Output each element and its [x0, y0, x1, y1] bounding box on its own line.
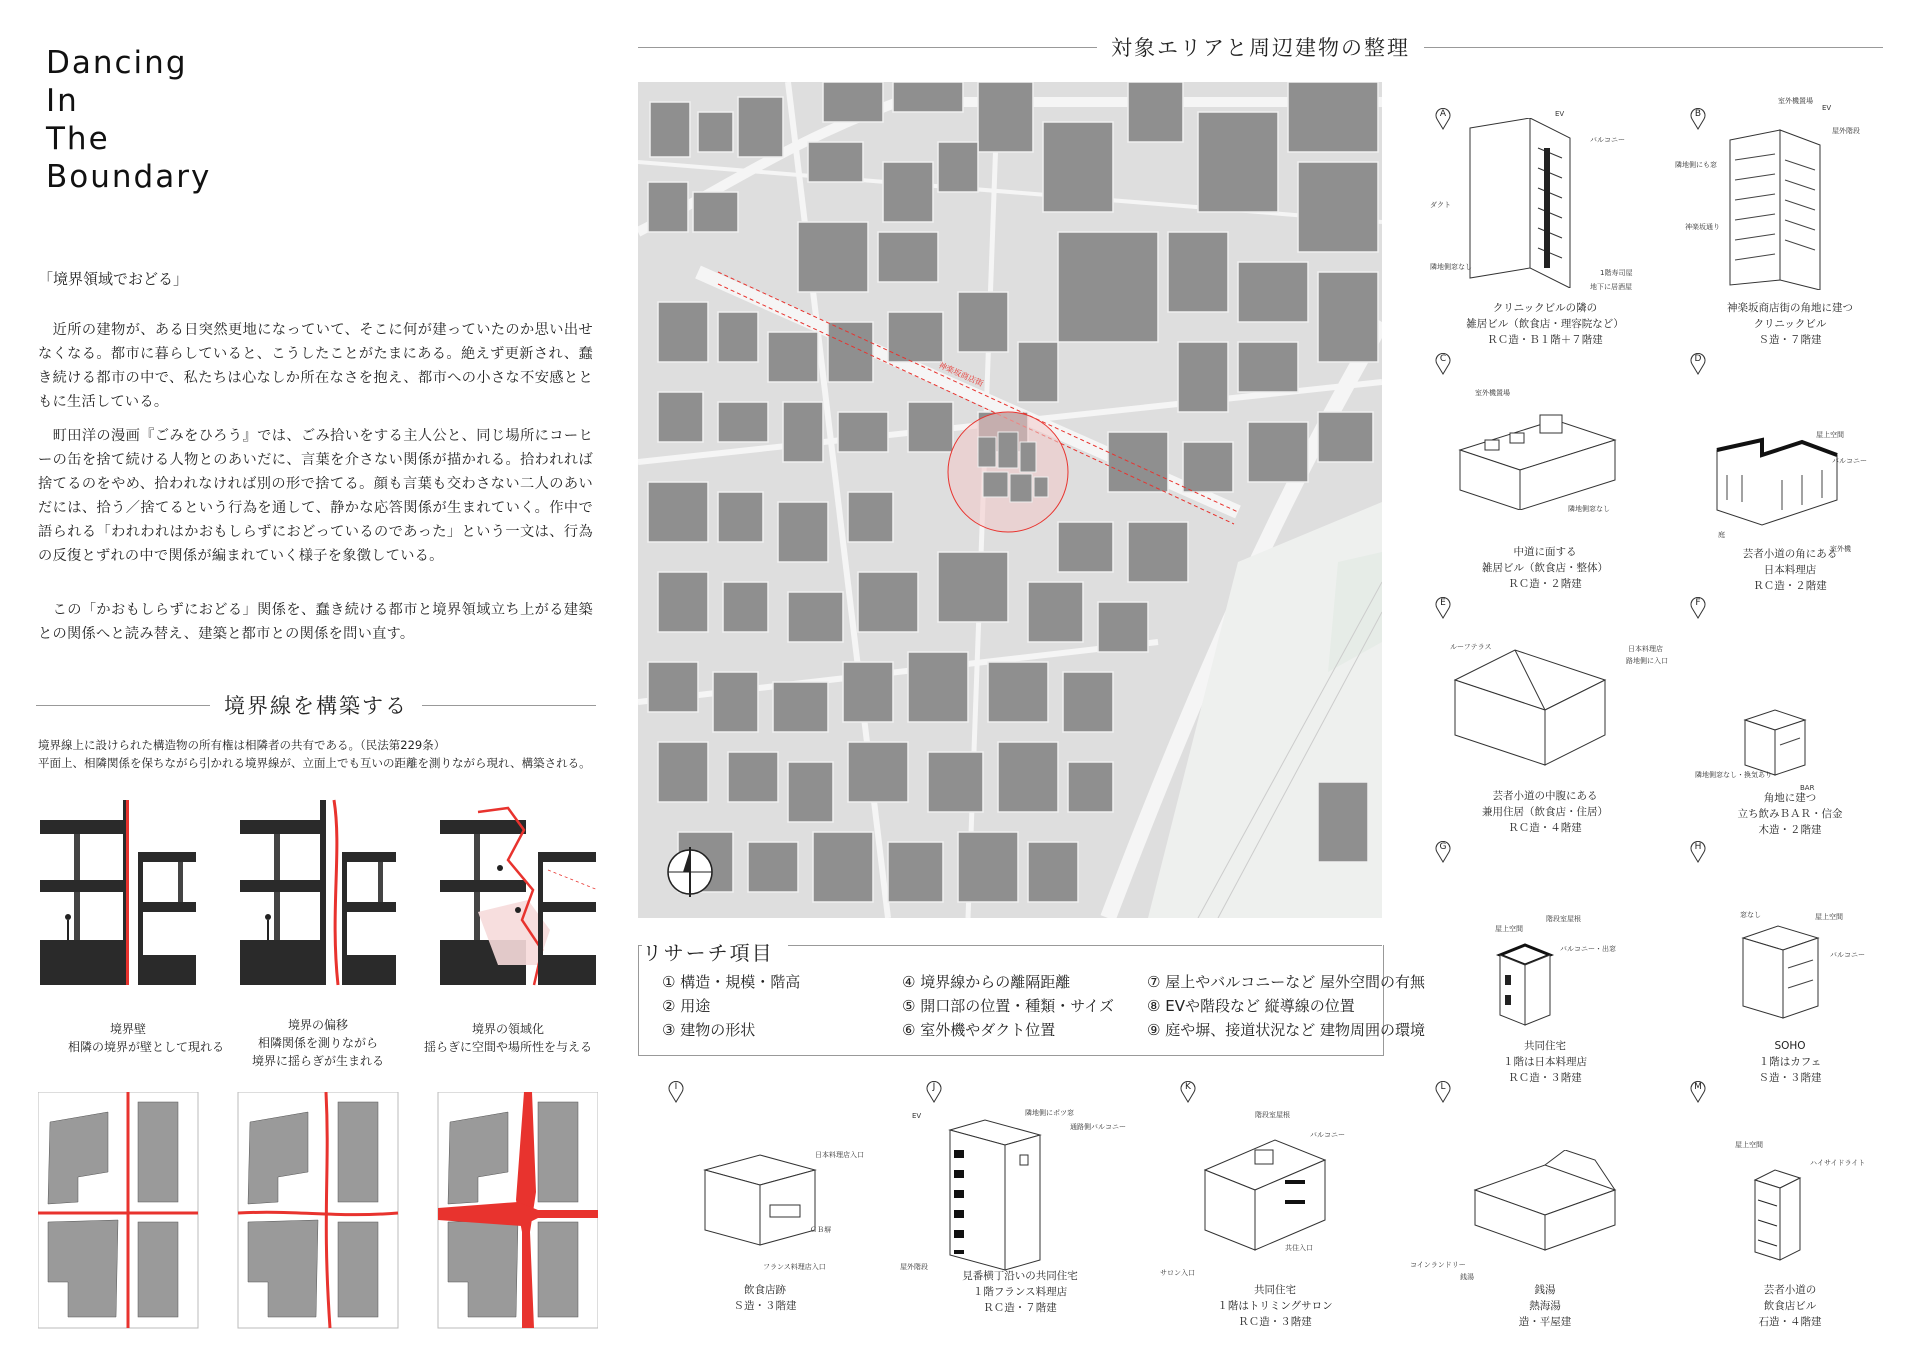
- caption-line: 兼用住居（飲食店・住居）: [1482, 806, 1608, 818]
- building-caption-D: [1715, 546, 1865, 594]
- building-label: 隣地側窓なし: [1430, 263, 1472, 271]
- building-label: 庭: [1718, 531, 1725, 539]
- pin-marker-G: G: [1435, 841, 1451, 861]
- building-label: 室外機置場: [1475, 389, 1510, 397]
- building-sketch-D: [1712, 430, 1852, 530]
- caption-line: クリニックビル: [1753, 318, 1827, 330]
- building-label: 隣地側窓なし・換気あり: [1695, 771, 1772, 779]
- caption-line: 見番横丁沿いの共同住宅: [962, 1270, 1078, 1282]
- caption-line: 芸者小道の: [1763, 1284, 1817, 1296]
- building-sketch-I: [700, 1145, 840, 1255]
- caption-line: 日本料理店: [1763, 564, 1817, 576]
- paragraph-2: 町田洋の漫画『ごみをひろう』では、ごみ拾いをする主人公と、同じ場所にコーヒーの缶を捨て続ける人物とのあいだに、言葉を介さない関係が描かれる。拾われれば捨てるのをやめ、拾われなければ別の形で捨てる。顔も言葉も交わさない二人のあいだには、拾う／捨てるという行為を通して、静かな応答関係が生まれていく。作中で語られる「われわれはかおもしらずにおどっているのであった」という一文は、行為の反復とずれの中で関係が編まれていく様子を象徴している。: [38, 428, 593, 564]
- caption-line: ＲＣ造・４階建: [1508, 822, 1582, 834]
- building-caption-A: [1460, 300, 1630, 348]
- project-title: [46, 44, 211, 196]
- caption-line: １階は日本料理店: [1503, 1056, 1587, 1068]
- building-label: EV: [1555, 110, 1565, 118]
- boundary-section-diagrams: [38, 790, 598, 990]
- building-label: EV: [912, 1112, 922, 1120]
- pin-marker-J: J: [926, 1081, 942, 1101]
- boundary-note-1: 境界線上に設けられた構造物の所有権は相隣者の共有である。（民法第229条）: [38, 738, 446, 752]
- building-label: サロン入口: [1160, 1269, 1195, 1277]
- caption-line: Ｓ造・３階建: [733, 1300, 797, 1312]
- caption-line: １階はトリミングサロン: [1217, 1300, 1333, 1312]
- caption-line: １階フランス料理店: [972, 1286, 1068, 1298]
- paragraph-3: この「かおもしらずにおどる」関係を、蠢き続ける都市と境界領域立ち上がる建築との関係へと読み替え、建築と都市との関係を問い直す。: [38, 602, 593, 642]
- research-item: ③ 建物の形状: [662, 1021, 756, 1039]
- caption-line: ＲＣ造・３階建: [1238, 1316, 1312, 1328]
- building-caption-H: [1715, 1038, 1865, 1086]
- diagram-caption-2: [238, 1016, 398, 1070]
- pin-marker-F: F: [1690, 597, 1706, 617]
- section-heading-text: 境界線を構築する: [224, 694, 408, 718]
- caption-line: 中道に面する: [1513, 546, 1577, 558]
- research-item: ④ 境界線からの離隔距離: [902, 973, 1071, 991]
- pin-marker-I: I: [668, 1081, 684, 1101]
- caption-line: 共同住宅: [1524, 1040, 1566, 1052]
- map-svg: [638, 82, 1382, 918]
- caption-line: 神楽坂商店街の角地に建つ: [1727, 302, 1853, 314]
- section-diagram-territory: [440, 808, 598, 985]
- building-label: ダクト: [1430, 201, 1451, 209]
- diagram-title: 境界の偏移: [287, 1018, 348, 1032]
- caption-line: ＲＣ造・２階建: [1753, 580, 1827, 592]
- research-item: ⑨ 庭や塀、接道状況など 建物周囲の環境: [1147, 1021, 1425, 1039]
- building-label: 屋上空間: [1495, 925, 1523, 933]
- building-caption-E: [1465, 788, 1625, 836]
- building-label: 隣地側窓なし: [1568, 505, 1610, 513]
- caption-line: 角地に建つ: [1763, 792, 1817, 804]
- building-label: 神楽坂通り: [1685, 223, 1720, 231]
- building-label: バルコニー・出窓: [1560, 945, 1616, 953]
- caption-line: 立ち飲みＢＡＲ・信金: [1737, 808, 1843, 820]
- building-label: 共住入口: [1285, 1244, 1313, 1252]
- building-label: フランス料理店入口: [763, 1263, 826, 1271]
- building-label: 屋外階段: [1832, 127, 1860, 135]
- building-label: BAR: [1800, 784, 1815, 792]
- caption-line: 雑居ビル（飲食店・整体）: [1482, 562, 1608, 574]
- diagram-title: 境界の領域化: [471, 1022, 544, 1036]
- building-label: 隣地側にポツ窓: [1025, 1109, 1074, 1117]
- building-label: 1階寿司屋: [1600, 269, 1633, 277]
- plan-diagram-wall: [38, 1092, 198, 1328]
- research-item: ⑤ 開口部の位置・種類・サイズ: [902, 997, 1115, 1015]
- building-sketch-F: [1740, 700, 1820, 780]
- building-sketch-H: [1738, 918, 1838, 1028]
- building-label: ルーフテラス: [1450, 643, 1492, 651]
- subtitle: 「境界領域でおどる」: [38, 270, 189, 288]
- title-line: In: [46, 83, 79, 119]
- pin-marker-A: A: [1435, 108, 1451, 128]
- title-line: Boundary: [46, 159, 212, 195]
- paragraph-1: 近所の建物が、ある日突然更地になっていて、そこに何が建っていたのか思い出せなくなる。都市に暮らしていると、こうしたことがたまにある。絶えず更新され、蠢き続ける都市の中で、私たちは心なしか所在なさを抱え、都市への小さな不安感とともに生活している。: [38, 322, 593, 410]
- research-item: ⑥ 室外機やダクト位置: [902, 1021, 1056, 1039]
- diagram-caption-3: [418, 1020, 598, 1056]
- pin-marker-K: K: [1180, 1081, 1196, 1101]
- caption-line: 銭湯: [1534, 1284, 1556, 1296]
- caption-line: ＲＣ造・７階建: [983, 1302, 1057, 1314]
- building-caption-G: [1470, 1038, 1620, 1086]
- building-label: バルコニー: [1832, 457, 1867, 465]
- building-label: EV: [1822, 104, 1832, 112]
- building-sketch-M: [1750, 1160, 1820, 1270]
- section-diagram-wall: [40, 800, 196, 985]
- caption-line: 芸者小道の角にある: [1742, 548, 1838, 560]
- research-item: ⑦ 屋上やバルコニーなど 屋外空間の有無: [1147, 973, 1425, 991]
- building-label: バルコニー: [1310, 1131, 1345, 1139]
- building-label: 屋上空間: [1735, 1141, 1763, 1149]
- caption-line: ＲＣ造・Ｂ１階＋７階建: [1487, 334, 1603, 346]
- pin-marker-H: H: [1690, 841, 1706, 861]
- building-caption-K: [1200, 1282, 1350, 1330]
- caption-line: 造・平屋建: [1518, 1316, 1572, 1328]
- diagram-desc: 境界に揺らぎが生まれる: [251, 1054, 384, 1068]
- pin-marker-E: E: [1435, 597, 1451, 617]
- section-diagram-shift: [240, 800, 396, 985]
- building-caption-J: [945, 1268, 1095, 1316]
- plan-diagram-shift: [238, 1092, 398, 1328]
- research-items: [662, 971, 1425, 1040]
- building-label: 階段室屋根: [1255, 1111, 1290, 1119]
- section-heading-boundary: [36, 690, 596, 720]
- caption-line: 雑居ビル（飲食店・理容院など）: [1466, 318, 1624, 330]
- building-label: ハイサイドライト: [1810, 1159, 1866, 1167]
- title-line: The: [46, 121, 110, 157]
- caption-line: 熱海湯: [1529, 1300, 1561, 1312]
- title-line: Dancing: [46, 45, 188, 81]
- caption-line: 共同住宅: [1254, 1284, 1296, 1296]
- building-label: 階段室屋根: [1546, 915, 1581, 923]
- building-caption-M: [1715, 1282, 1865, 1330]
- building-label: 屋上空間: [1815, 913, 1843, 921]
- research-title: リサーチ項目: [642, 937, 788, 966]
- pin-marker-D: D: [1690, 353, 1706, 373]
- building-caption-C: [1470, 544, 1620, 592]
- building-label: 窓なし: [1740, 911, 1761, 919]
- building-label: 通路側バルコニー: [1070, 1123, 1126, 1131]
- caption-line: Ｓ造・７階建: [1758, 334, 1822, 346]
- building-label: 日本料理店入口: [815, 1151, 864, 1159]
- building-sketch-L: [1455, 1150, 1635, 1260]
- boundary-plan-diagrams: [38, 1092, 598, 1332]
- caption-line: 飲食店ビル: [1763, 1300, 1817, 1312]
- caption-line: 芸者小道の中腹にある: [1492, 790, 1598, 802]
- building-label: 路地側に入口: [1626, 657, 1668, 665]
- building-label: コインランドリー: [1410, 1261, 1466, 1269]
- section-heading-text: 対象エリアと周辺建物の整理: [1111, 36, 1410, 60]
- building-label: バルコニー: [1830, 951, 1865, 959]
- caption-line: ＲＣ造・３階建: [1508, 1072, 1582, 1084]
- building-label: 屋外階段: [900, 1263, 928, 1271]
- caption-line: １階はカフェ: [1758, 1056, 1822, 1068]
- caption-line: 木造・２階建: [1758, 824, 1822, 836]
- building-caption-L: [1470, 1282, 1620, 1330]
- building-label: 地下に居酒屋: [1590, 283, 1632, 291]
- diagram-desc: 揺らぎに空間や場所性を与える: [423, 1040, 592, 1054]
- plan-diagram-territory: [438, 1092, 598, 1328]
- caption-line: SOHO: [1774, 1040, 1806, 1052]
- area-map: [638, 82, 1382, 918]
- pin-marker-B: B: [1690, 108, 1706, 128]
- building-label: 日本料理店: [1628, 645, 1663, 653]
- caption-line: クリニックビルの隣の: [1492, 302, 1598, 314]
- building-label: ＣＢ塀: [810, 1226, 831, 1234]
- building-caption-B: [1715, 300, 1865, 348]
- pin-marker-L: L: [1435, 1081, 1451, 1101]
- pin-marker-M: M: [1690, 1081, 1706, 1101]
- research-item: ① 構造・規模・階高: [662, 973, 801, 991]
- boundary-note-2: 平面上、相隣関係を保ちながら引かれる境界線が、立面上でも互いの距離を測りながら現れ、構築される。: [38, 756, 591, 770]
- building-sketch-J: [940, 1115, 1060, 1275]
- caption-line: 石造・４階建: [1758, 1316, 1822, 1328]
- building-label: 銭湯: [1460, 1273, 1474, 1281]
- building-sketch-E: [1445, 640, 1625, 770]
- building-label: 室外機: [1830, 545, 1851, 553]
- diagram-desc: 相隣の境界が壁として現れる: [68, 1040, 225, 1054]
- building-label: 屋上空間: [1816, 431, 1844, 439]
- building-label: 隣地側にも窓: [1675, 161, 1717, 169]
- building-sketch-K: [1195, 1130, 1345, 1260]
- diagram-title: 境界壁: [109, 1022, 146, 1036]
- caption-line: Ｓ造・３階建: [1758, 1072, 1822, 1084]
- diagram-desc: 相隣関係を測りながら: [257, 1036, 378, 1050]
- building-sketch-B: [1720, 120, 1850, 290]
- caption-line: 飲食店跡: [744, 1284, 786, 1296]
- building-caption-I: [705, 1282, 825, 1314]
- section-heading-area: [638, 32, 1883, 62]
- building-caption-F: [1715, 790, 1865, 838]
- pin-marker-C: C: [1435, 353, 1451, 373]
- building-sketch-C: [1455, 400, 1625, 510]
- street-label: 神楽坂商店街: [937, 360, 985, 389]
- building-label: バルコニー: [1590, 136, 1625, 144]
- building-label: 室外機置場: [1778, 97, 1813, 105]
- research-item: ② 用途: [662, 997, 711, 1015]
- diagram-caption-1: [68, 1020, 225, 1056]
- research-item: ⑧ EVや階段など 縦導線の位置: [1147, 997, 1355, 1015]
- caption-line: ＲＣ造・２階建: [1508, 578, 1582, 590]
